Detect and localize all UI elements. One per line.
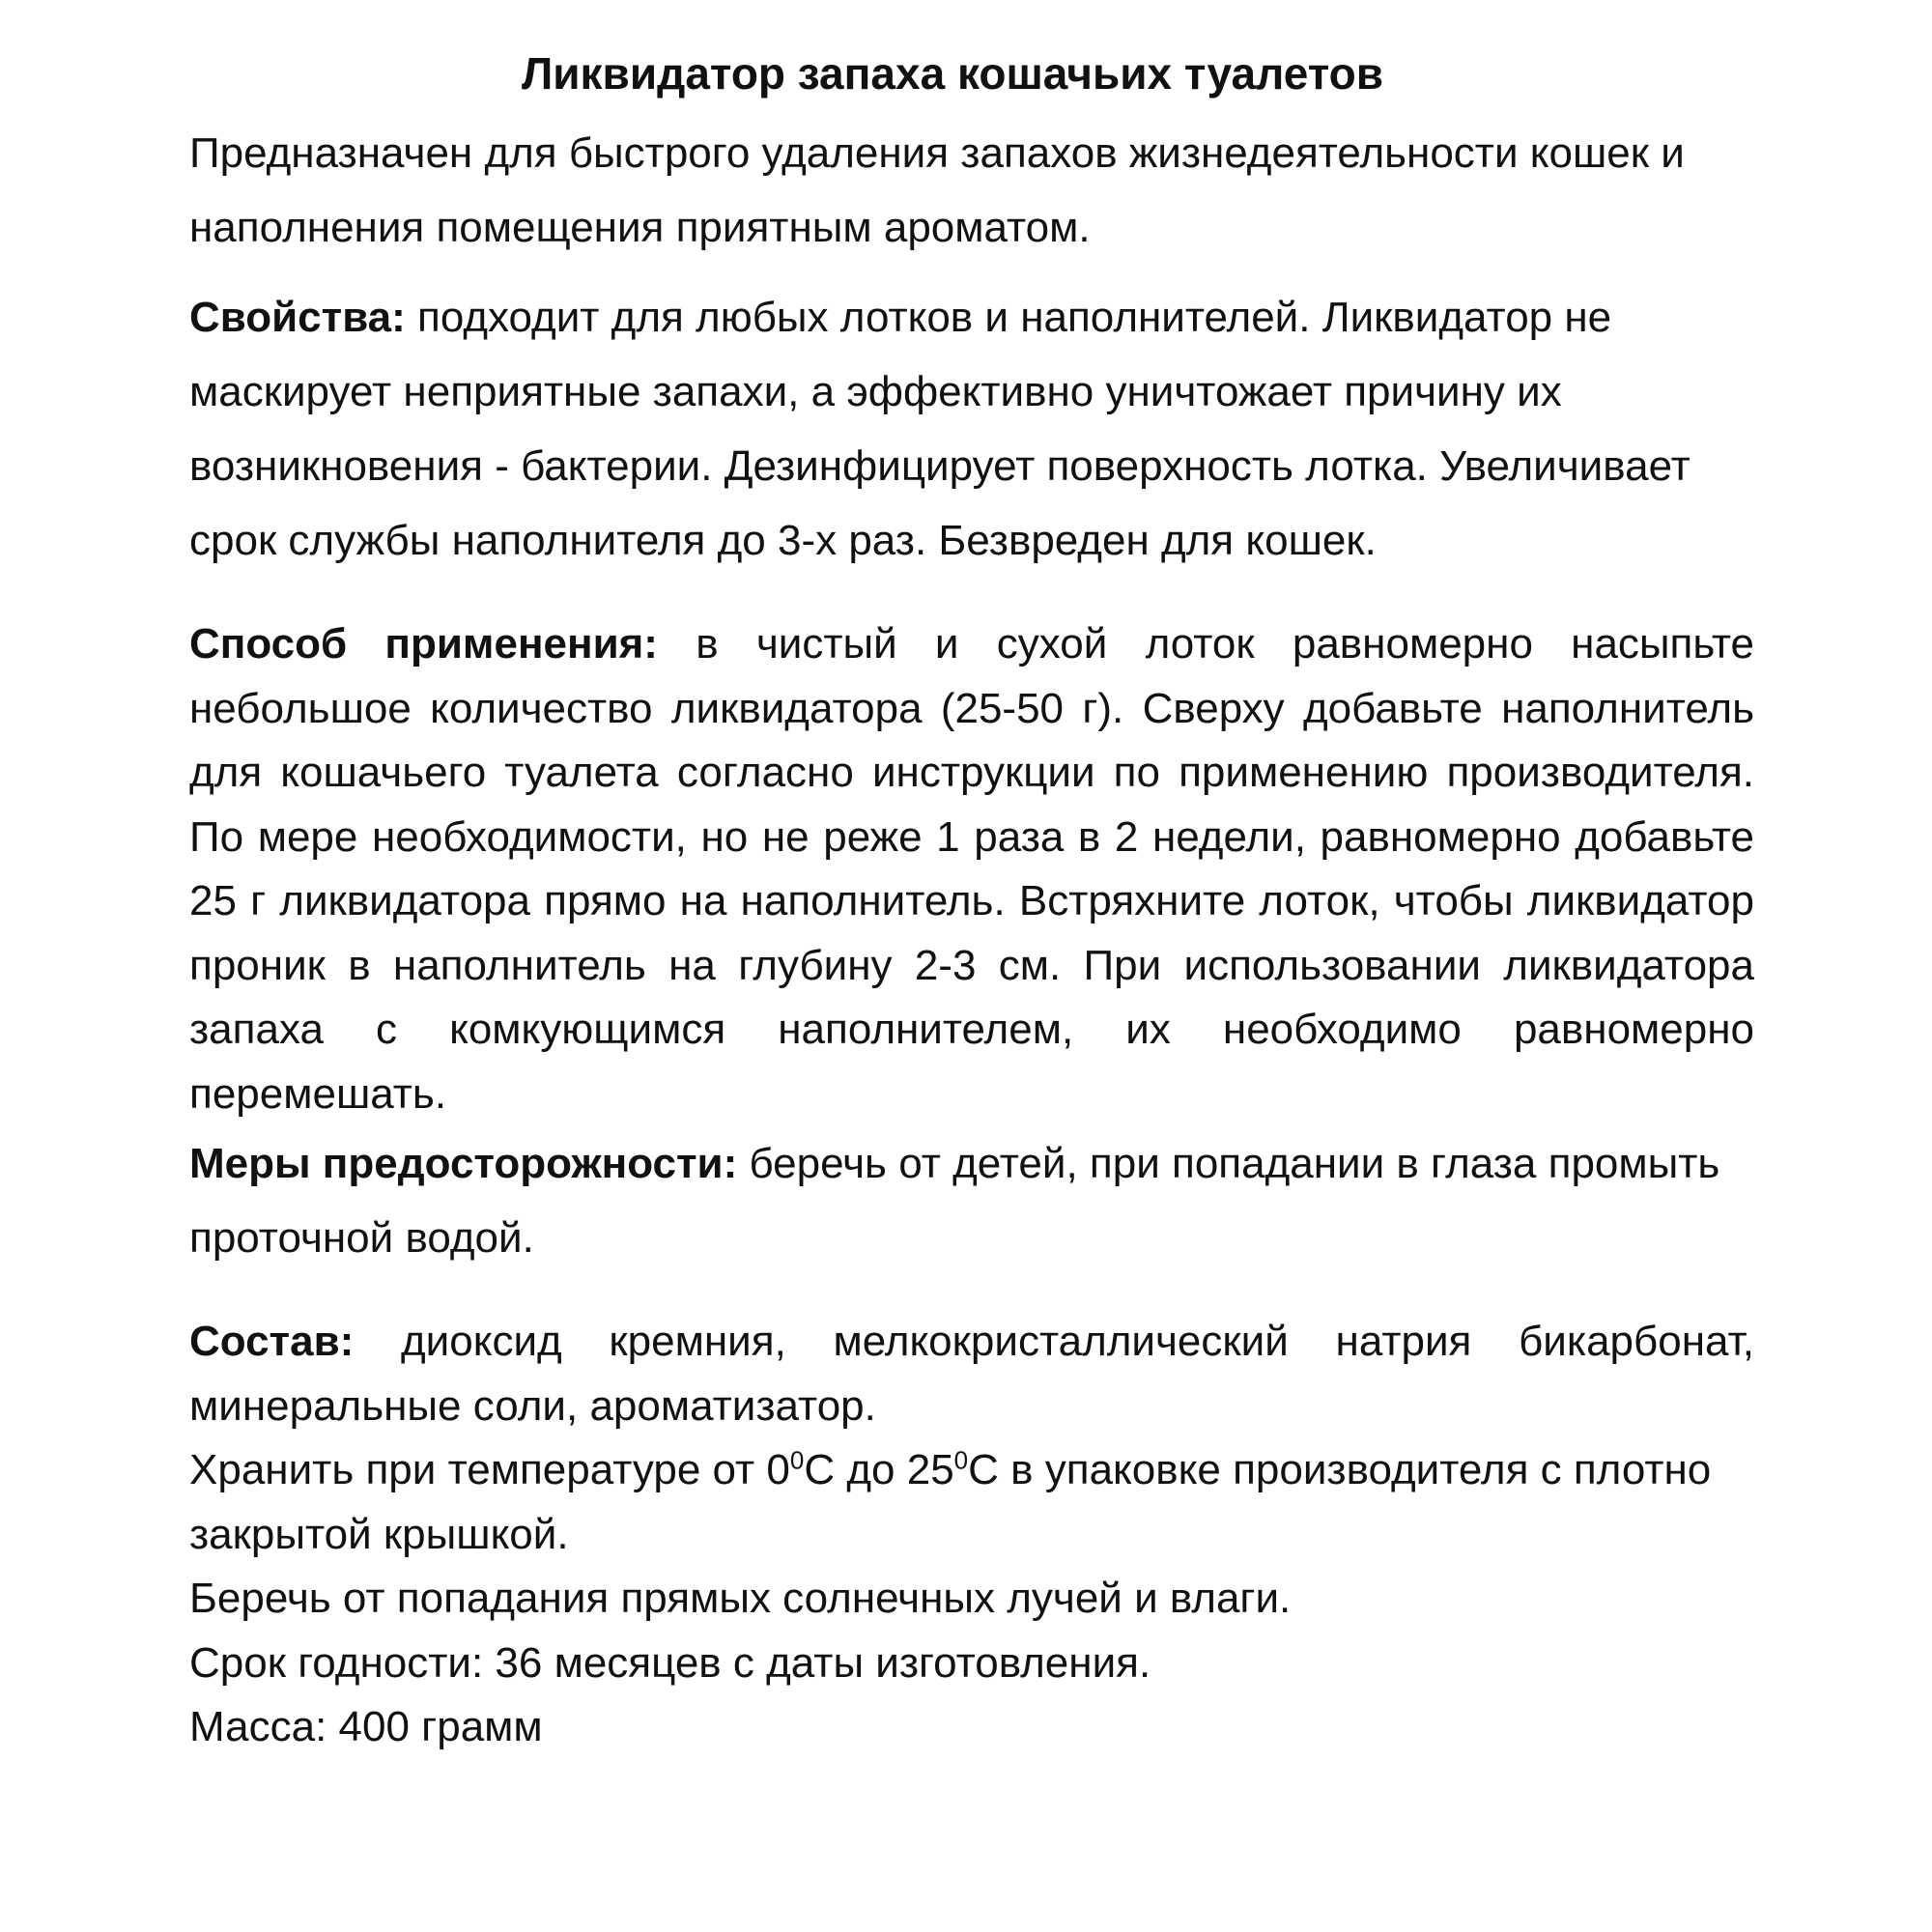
properties-text: подходит для любых лотков и наполнителей. Ликвидатор не маскирует неприятные запахи, а эффективно уничтожает причину их возникновения - бактерии. Дезинфицирует поверхность лотка. Увеличивает срок службы наполнителя до 3-х раз. Безвреден для кошек. (189, 294, 1690, 564)
document-title: Ликвидатор запаха кошачьих туалетов (521, 48, 1383, 99)
usage-text: в чистый и сухой лоток равномерно насыпьте небольшое количество ликвидатора (25-50 г). Сверху добавьте наполнитель для кошачьего туалета согласно инструкции по применению производителя. По мере необходимости, но не реже 1 раза в 2 недели, равномерно добавьте 25 г ликвидатора прямо на наполнитель. Встряхните лоток, чтобы ликвидатор проник в наполнитель на глубину 2-3 см. При использовании ликвидатора запаха с комкующимся наполнителем, их необходимо равномерно перемешать. (189, 620, 1755, 1118)
storage-degree1: 0 (789, 1445, 805, 1475)
storage-part2: С до 25 (804, 1446, 954, 1493)
composition-text: диоксид кремния, мелкокристаллический натрия бикарбонат, минеральные соли, ароматизатор. (189, 1318, 1754, 1430)
document-page (189, 37, 1754, 1760)
storage-degree2: 0 (953, 1445, 969, 1475)
composition-label: Состав: (189, 1318, 355, 1365)
precautions-text: беречь от детей, при попадании в глаза промыть проточной водой. (189, 1140, 1720, 1262)
composition-paragraph (189, 1310, 1754, 1438)
storage-paragraph (189, 1438, 1754, 1567)
properties-label: Свойства: (189, 294, 406, 341)
usage-label: Способ применения: (189, 620, 658, 668)
properties-paragraph (189, 280, 1754, 578)
storage-part3: С в упаковке производителя с плотно закрытой крышкой. (189, 1446, 1712, 1558)
light-note: Беречь от попадания прямых солнечных лучей и влаги. (189, 1575, 1292, 1622)
mass: Масса: 400 грамм (189, 1703, 543, 1750)
intro-paragraph: Предназначен для быстрого удаления запахов жизнедеятельности кошек и наполнения помещения приятным ароматом. (189, 129, 1685, 251)
usage-paragraph (189, 612, 1754, 1126)
precautions-label: Меры предосторожности: (189, 1140, 738, 1187)
precautions-paragraph (189, 1126, 1754, 1275)
storage-part1: Хранить при температуре от 0 (189, 1446, 790, 1493)
shelf-life: Срок годности: 36 месяцев с даты изготовления. (189, 1638, 1151, 1687)
